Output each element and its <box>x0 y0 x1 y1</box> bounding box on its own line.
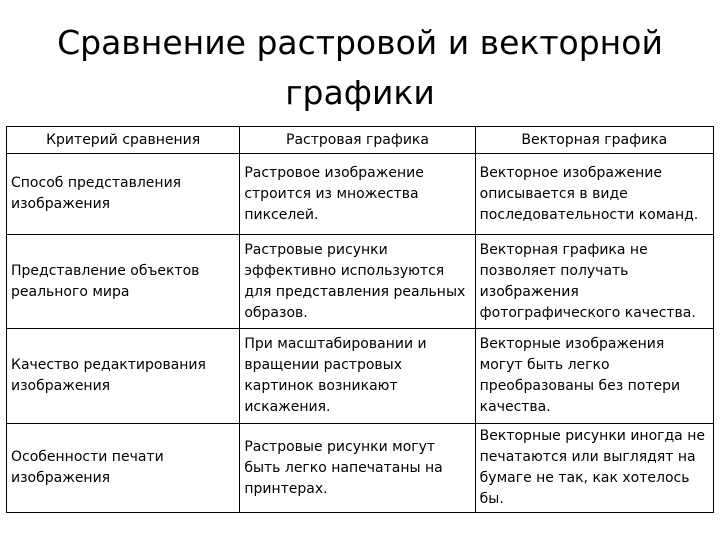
slide-title: Сравнение растровой и векторной графики <box>57 23 663 112</box>
vector-cell: Векторные рисунки иногда не печатаются или выглядят на бумаге не так, как хотелось бы. <box>475 424 713 513</box>
table-header-row <box>7 127 714 154</box>
vector-cell: Векторная графика не позволяет получать изображения фотографического качества. <box>475 235 713 329</box>
raster-cell: Растровое изображение строится из множества пикселей. <box>240 154 475 235</box>
criterion-cell: Способ представления изображения <box>7 154 240 235</box>
table-row <box>7 154 714 235</box>
raster-cell: При масштабировании и вращении растровых картинок возникают искажения. <box>240 329 475 424</box>
table-row <box>7 424 714 513</box>
criterion-cell: Особенности печати изображения <box>7 424 240 513</box>
header-raster: Растровая графика <box>240 127 475 154</box>
raster-cell: Растровые рисунки могут быть легко напечатаны на принтерах. <box>240 424 475 513</box>
vector-cell: Векторное изображение описывается в виде последовательности команд. <box>475 154 713 235</box>
table-row <box>7 235 714 329</box>
vector-cell: Векторные изображения могут быть легко преобразованы без потери качества. <box>475 329 713 424</box>
criterion-cell: Представление объектов реального мира <box>7 235 240 329</box>
comparison-table <box>6 126 714 513</box>
raster-cell: Растровые рисунки эффективно используются для представления реальных образов. <box>240 235 475 329</box>
table-row <box>7 329 714 424</box>
criterion-cell: Качество редактирования изображения <box>7 329 240 424</box>
header-criterion: Критерий сравнения <box>7 127 240 154</box>
header-vector: Векторная графика <box>475 127 713 154</box>
